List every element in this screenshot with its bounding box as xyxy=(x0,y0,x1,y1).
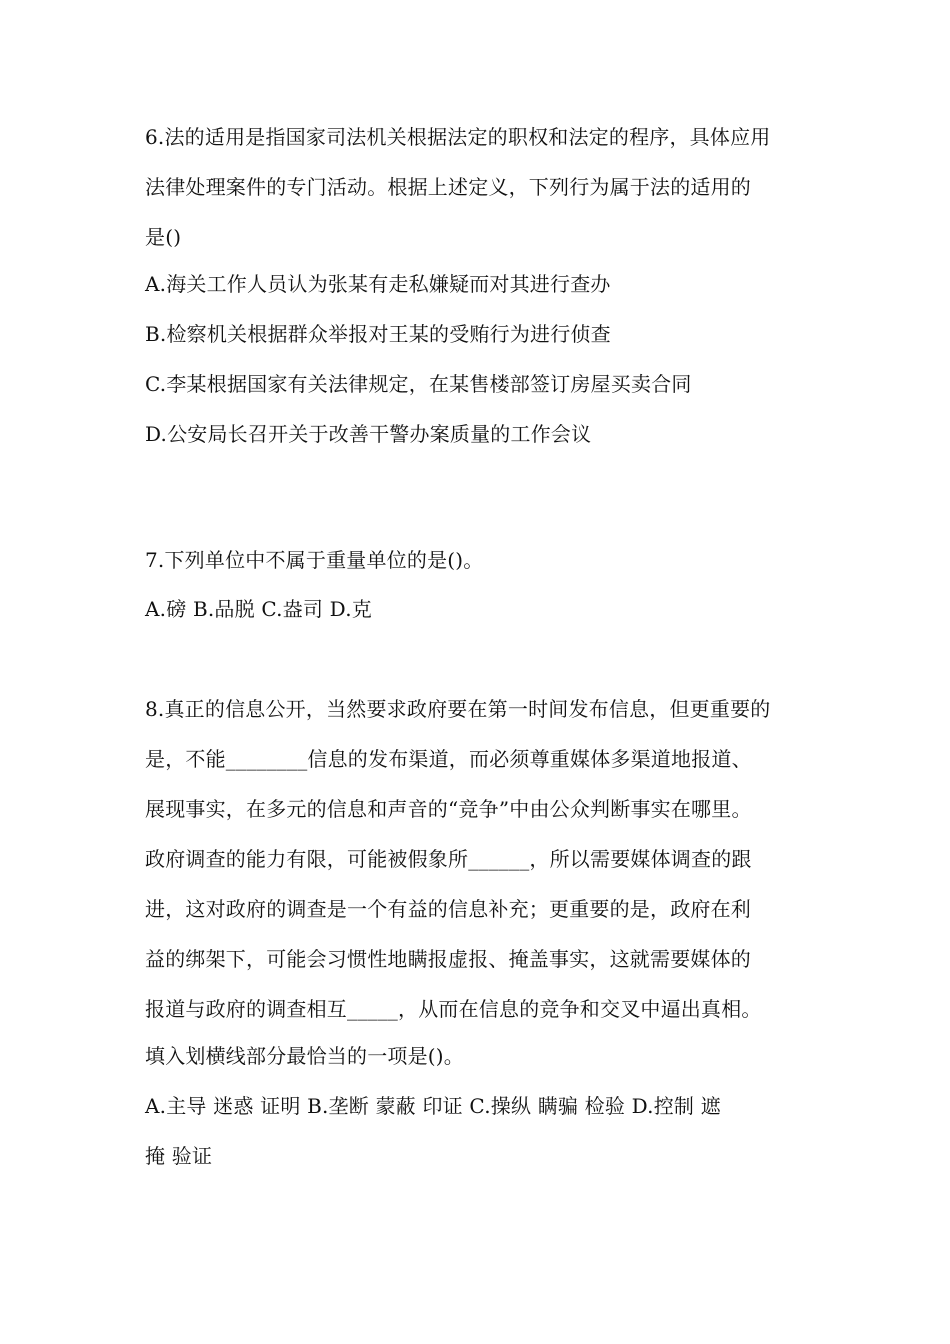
question-8-text-line-1: 8.真正的信息公开，当然要求政府要在第一时间发布信息，但更重要的 xyxy=(145,697,771,721)
question-8-text-line-7: 报道与政府的调查相互_____，从而在信息的竞争和交叉中逼出真相。 xyxy=(145,997,762,1021)
question-8-options-line-2: 掩 验证 xyxy=(145,1144,213,1168)
question-8-text-line-5: 进，这对政府的调查是一个有益的信息补充；更重要的是，政府在利 xyxy=(145,897,751,921)
question-6-option-c: C.李某根据国家有关法律规定，在某售楼部签订房屋买卖合同 xyxy=(145,372,692,396)
question-6-text-line-2: 法律处理案件的专门活动。根据上述定义，下列行为属于法的适用的 xyxy=(145,175,751,199)
question-6-option-b: B.检察机关根据群众举报对王某的受贿行为进行侦查 xyxy=(145,322,611,346)
question-8-text-line-8: 填入划横线部分最恰当的一项是()。 xyxy=(145,1044,465,1068)
question-8-text-line-3: 展现事实，在多元的信息和声音的“竞争”中由公众判断事实在哪里。 xyxy=(145,797,752,821)
question-6-option-a: A.海关工作人员认为张某有走私嫌疑而对其进行查办 xyxy=(145,272,611,296)
question-8-text-line-2: 是，不能________信息的发布渠道，而必须尊重媒体多渠道地报道、 xyxy=(145,747,752,771)
question-8-text-line-6: 益的绑架下，可能会习惯性地瞒报虚报、掩盖事实，这就需要媒体的 xyxy=(145,947,751,971)
question-7-text-line-1: 7.下列单位中不属于重量单位的是()。 xyxy=(145,548,484,572)
question-6-text-line-3: 是() xyxy=(145,225,182,249)
question-7-options: A.磅 B.品脱 C.盎司 D.克 xyxy=(145,597,372,621)
question-8-options-line-1: A.主导 迷惑 证明 B.垄断 蒙蔽 印证 C.操纵 瞒骗 检验 D.控制 遮 xyxy=(145,1094,721,1118)
question-6-text-line-1: 6.法的适用是指国家司法机关根据法定的职权和法定的程序，具体应用 xyxy=(145,125,771,149)
question-8-text-line-4: 政府调查的能力有限，可能被假象所______，所以需要媒体调查的跟 xyxy=(145,847,752,871)
question-6-option-d: D.公安局长召开关于改善干警办案质量的工作会议 xyxy=(145,422,592,446)
